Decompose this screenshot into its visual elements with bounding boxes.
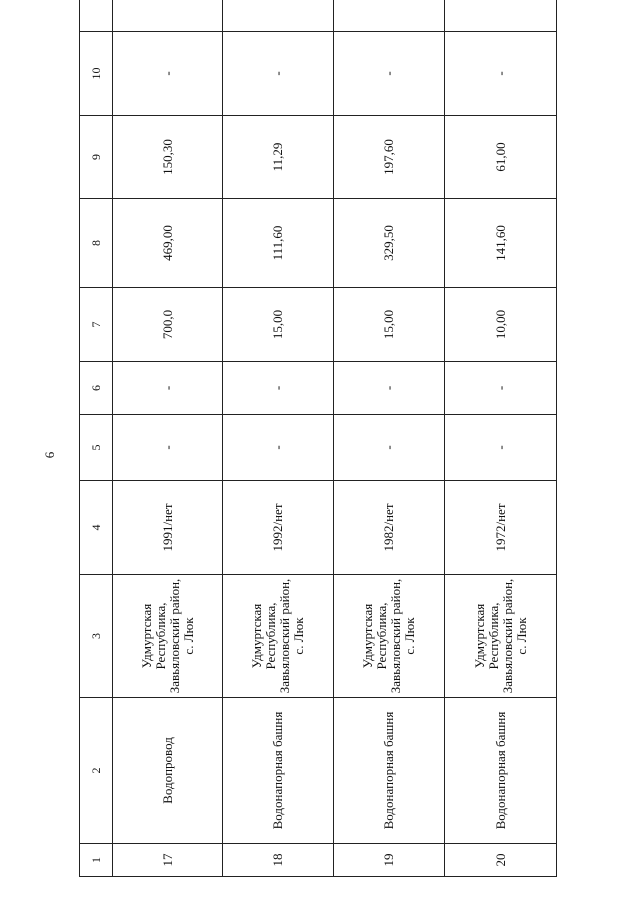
- table-row: [113, 0, 223, 877]
- table-row: [223, 0, 334, 877]
- table-cell: -: [113, 32, 223, 116]
- table-cell: [334, 0, 445, 32]
- header-cell: 6: [80, 362, 113, 415]
- header-row: [80, 0, 113, 877]
- header-cell: 10: [80, 32, 113, 116]
- property-table: [79, 0, 557, 877]
- table-cell: 11,29: [223, 116, 334, 199]
- table-cell: -: [445, 362, 557, 415]
- table-cell: -: [223, 415, 334, 481]
- page-number: 6: [42, 451, 57, 459]
- table-cell: 150,30: [113, 116, 223, 199]
- object-address: Удмуртская Республика, Завьяловский район, с. Люк: [223, 575, 334, 698]
- table-cell: 111,60: [223, 199, 334, 288]
- year-cell: 1982/нет: [334, 481, 445, 575]
- object-name: Водонапорная башня: [223, 698, 334, 844]
- table-cell: 15,00: [334, 288, 445, 362]
- row-number: 17: [113, 844, 223, 877]
- year-cell: 1991/нет: [113, 481, 223, 575]
- table-cell: -: [334, 32, 445, 116]
- object-address: Удмуртская Республика, Завьяловский район, с. Люк: [445, 575, 557, 698]
- header-cell: 9: [80, 116, 113, 199]
- table-row: [445, 0, 557, 877]
- header-cell: 1: [80, 844, 113, 877]
- header-cell: 4: [80, 481, 113, 575]
- row-number: 20: [445, 844, 557, 877]
- table-cell: 197,60: [334, 116, 445, 199]
- table-cell: [445, 0, 557, 32]
- table-cell: -: [113, 362, 223, 415]
- object-name: Водопровод: [113, 698, 223, 844]
- table-row: [334, 0, 445, 877]
- year-cell: 1992/нет: [223, 481, 334, 575]
- object-address: Удмуртская Республика, Завьяловский район, с. Люк: [113, 575, 223, 698]
- year-cell: 1972/нет: [445, 481, 557, 575]
- object-name: Водонапорная башня: [334, 698, 445, 844]
- header-cell: [80, 0, 113, 32]
- table-cell: -: [445, 415, 557, 481]
- table-cell: 141,60: [445, 199, 557, 288]
- object-address: Удмуртская Республика, Завьяловский район, с. Люк: [334, 575, 445, 698]
- table-cell: -: [334, 415, 445, 481]
- row-number: 19: [334, 844, 445, 877]
- table-cell: 700,0: [113, 288, 223, 362]
- header-cell: 2: [80, 698, 113, 844]
- header-cell: 3: [80, 575, 113, 698]
- table-cell: -: [223, 362, 334, 415]
- table-cell: -: [334, 362, 445, 415]
- header-cell: 5: [80, 415, 113, 481]
- header-cell: 8: [80, 199, 113, 288]
- table-cell: [223, 0, 334, 32]
- table-cell: -: [113, 415, 223, 481]
- table-cell: 329,50: [334, 199, 445, 288]
- table-cell: -: [223, 32, 334, 116]
- table-cell: 61,00: [445, 116, 557, 199]
- table-cell: 15,00: [223, 288, 334, 362]
- table-cell: 469,00: [113, 199, 223, 288]
- table-cell: 10,00: [445, 288, 557, 362]
- row-number: 18: [223, 844, 334, 877]
- table-cell: [113, 0, 223, 32]
- header-cell: 7: [80, 288, 113, 362]
- object-name: Водонапорная башня: [445, 698, 557, 844]
- table-cell: -: [445, 32, 557, 116]
- rotated-table-wrapper: [79, 17, 556, 877]
